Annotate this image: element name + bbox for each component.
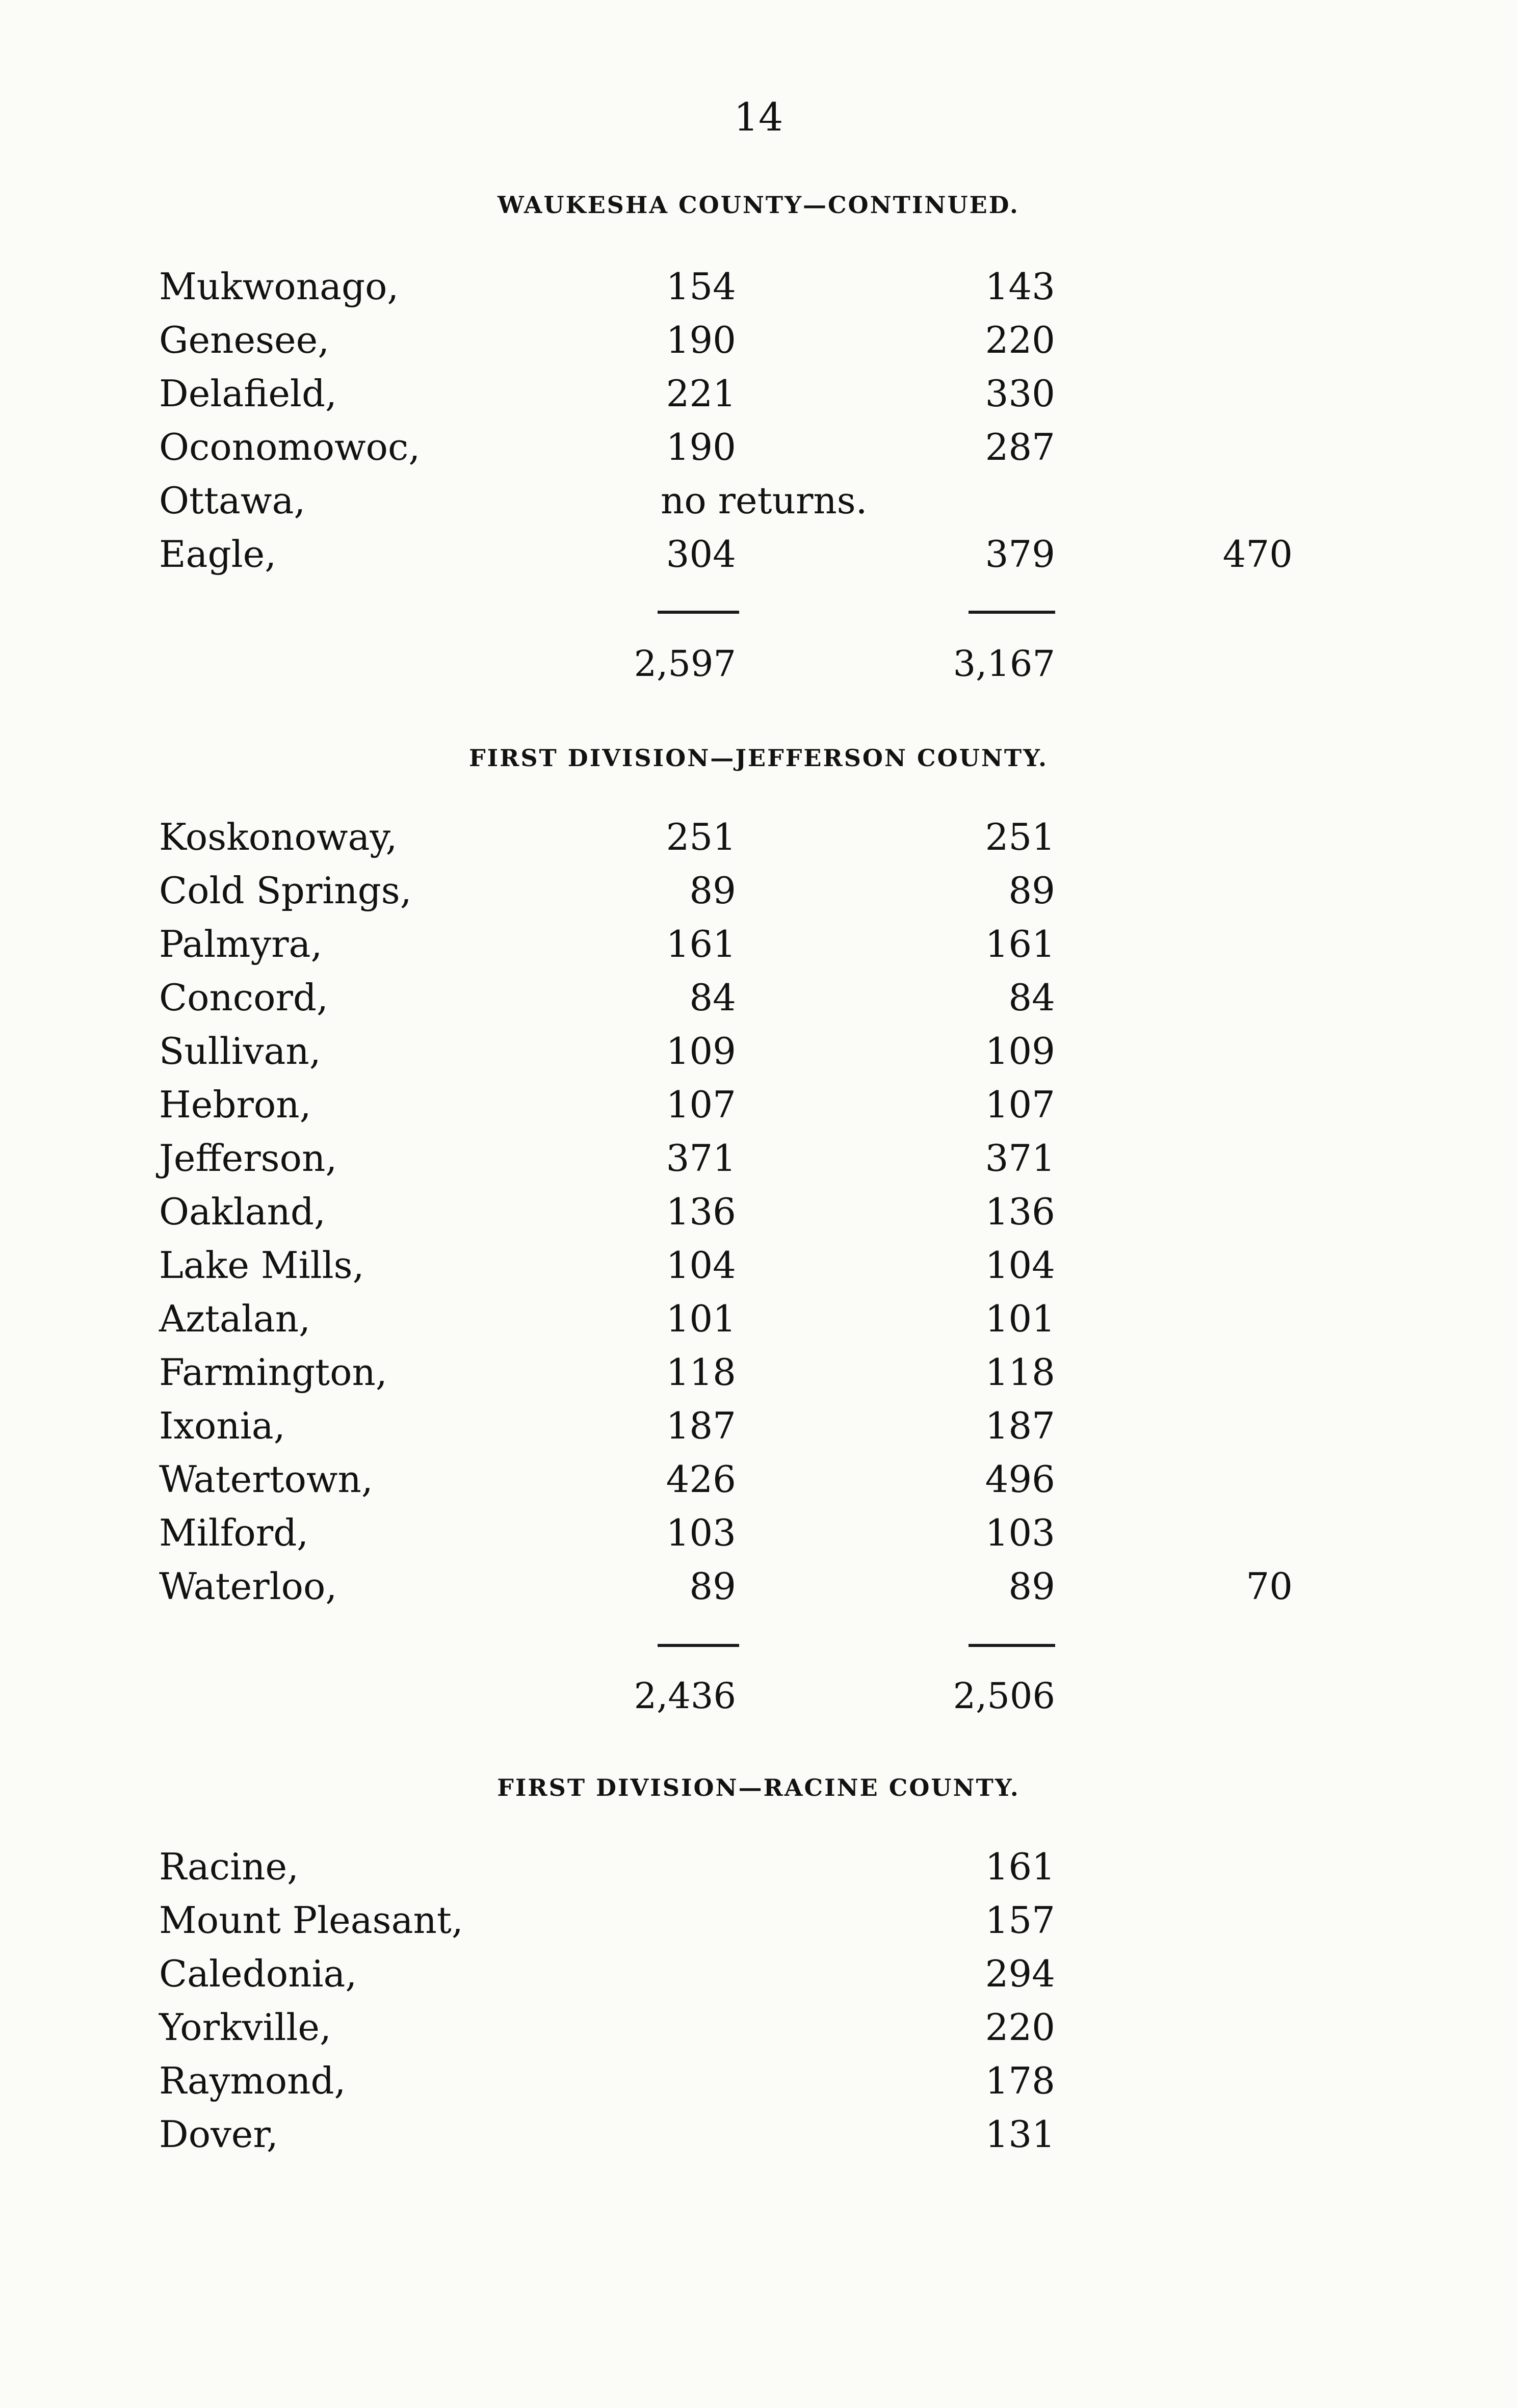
value-col2: 89	[1008, 1565, 1055, 1608]
table-row	[0, 1840, 1517, 1893]
town-name: Ottawa,	[159, 479, 306, 522]
value-col2: 161	[985, 1845, 1055, 1888]
value-col2: 379	[985, 533, 1055, 575]
value-col1: 107	[666, 1083, 736, 1126]
table-row	[0, 1078, 1517, 1131]
value-col1: 371	[666, 1137, 736, 1180]
town-name: Jefferson,	[159, 1137, 337, 1180]
town-name: Lake Mills,	[159, 1244, 364, 1287]
town-name: Racine,	[159, 1845, 299, 1888]
value-col1: 101	[666, 1297, 736, 1340]
town-name: Milford,	[159, 1511, 309, 1554]
value-col2: 287	[985, 426, 1055, 468]
value-col1: 154	[666, 265, 736, 308]
value-col2: 136	[985, 1190, 1055, 1233]
value-col1: 304	[666, 533, 736, 575]
town-name: Oakland,	[159, 1190, 326, 1233]
table-row	[0, 1185, 1517, 1238]
page-number: 14	[734, 94, 783, 140]
table-row	[0, 918, 1517, 971]
value-col2: 294	[985, 1952, 1055, 1995]
town-name: Waterloo,	[159, 1565, 337, 1608]
no-returns-note: no returns.	[661, 479, 868, 522]
value-col3: 70	[1246, 1565, 1293, 1608]
value-col1: 251	[666, 816, 736, 858]
town-name: Sullivan,	[159, 1030, 321, 1072]
value-col1: 190	[666, 426, 736, 468]
value-col1: 89	[689, 1565, 736, 1608]
sum-rule	[969, 611, 1055, 614]
table-row	[0, 1025, 1517, 1078]
table-row	[0, 474, 1517, 527]
value-col1: 109	[666, 1030, 736, 1072]
table-row	[0, 1346, 1517, 1399]
town-name: Concord,	[159, 976, 328, 1019]
town-name: Mount Pleasant,	[159, 1899, 463, 1942]
total-col1: 2,597	[634, 643, 736, 685]
town-name: Palmyra,	[159, 923, 323, 965]
section-heading-jefferson: FIRST DIVISION—JEFFERSON COUNTY.	[468, 744, 1049, 772]
value-col1: 84	[689, 976, 736, 1019]
value-col2: 187	[985, 1404, 1055, 1447]
table-row	[0, 1132, 1517, 1185]
value-col1: 426	[666, 1458, 736, 1501]
value-col2: 251	[985, 816, 1055, 858]
table-row	[0, 313, 1517, 367]
value-col2: 220	[985, 2006, 1055, 2049]
town-name: Eagle,	[159, 533, 277, 575]
table-row	[0, 1947, 1517, 2000]
value-col2: 143	[985, 265, 1055, 308]
town-name: Aztalan,	[159, 1297, 310, 1340]
value-col3: 470	[1222, 533, 1293, 575]
value-col2: 131	[985, 2113, 1055, 2156]
town-name: Caledonia,	[159, 1952, 357, 1995]
value-col1: 118	[666, 1351, 736, 1394]
table-row	[0, 2108, 1517, 2161]
town-name: Delafield,	[159, 372, 337, 415]
town-name: Oconomowoc,	[159, 426, 421, 468]
value-col2: 101	[985, 1297, 1055, 1340]
table-row	[0, 2001, 1517, 2054]
town-name: Raymond,	[159, 2059, 346, 2102]
total-row	[0, 1669, 1517, 1722]
town-name: Ixonia,	[159, 1404, 285, 1447]
table-row	[0, 2054, 1517, 2107]
value-col1: 161	[666, 923, 736, 965]
value-col2: 157	[985, 1899, 1055, 1942]
value-col2: 161	[985, 923, 1055, 965]
town-name: Hebron,	[159, 1083, 311, 1126]
table-row	[0, 1453, 1517, 1506]
value-col1: 89	[689, 869, 736, 912]
section-heading-racine: FIRST DIVISION—RACINE COUNTY.	[497, 1774, 1020, 1801]
town-name: Koskonoway,	[159, 816, 398, 858]
value-col2: 109	[985, 1030, 1055, 1072]
town-name: Mukwonago,	[159, 265, 399, 308]
town-name: Cold Springs,	[159, 869, 412, 912]
value-col1: 136	[666, 1190, 736, 1233]
town-name: Genesee,	[159, 319, 330, 361]
value-col2: 220	[985, 319, 1055, 361]
table-row	[0, 1292, 1517, 1345]
value-col2: 330	[985, 372, 1055, 415]
sum-rule	[658, 1644, 739, 1647]
town-name: Dover,	[159, 2113, 278, 2156]
table-row	[0, 260, 1517, 313]
table-row	[0, 421, 1517, 474]
value-col2: 89	[1008, 869, 1055, 912]
table-row	[0, 810, 1517, 863]
table-row	[0, 1506, 1517, 1559]
value-col2: 104	[985, 1244, 1055, 1287]
value-col2: 371	[985, 1137, 1055, 1180]
table-row	[0, 528, 1517, 581]
value-col1: 190	[666, 319, 736, 361]
table-row	[0, 1560, 1517, 1613]
town-name: Farmington,	[159, 1351, 387, 1394]
value-col2: 496	[985, 1458, 1055, 1501]
value-col2: 118	[985, 1351, 1055, 1394]
town-name: Yorkville,	[159, 2006, 331, 2049]
value-col1: 104	[666, 1244, 736, 1287]
section-heading-waukesha: WAUKESHA COUNTY—CONTINUED.	[498, 191, 1019, 219]
total-col2: 2,506	[953, 1675, 1055, 1717]
value-col2: 107	[985, 1083, 1055, 1126]
table-row	[0, 1399, 1517, 1452]
value-col2: 84	[1008, 976, 1055, 1019]
value-col2: 103	[985, 1511, 1055, 1554]
sum-rule	[658, 611, 739, 614]
value-col2: 178	[985, 2059, 1055, 2102]
value-col1: 187	[666, 1404, 736, 1447]
table-row	[0, 1239, 1517, 1292]
table-row	[0, 1894, 1517, 1947]
table-row	[0, 971, 1517, 1024]
table-row	[0, 367, 1517, 420]
value-col1: 103	[666, 1511, 736, 1554]
total-col2: 3,167	[953, 643, 1055, 685]
total-col1: 2,436	[634, 1675, 736, 1717]
sum-rule	[969, 1644, 1055, 1647]
value-col1: 221	[666, 372, 736, 415]
town-name: Watertown,	[159, 1458, 373, 1501]
total-row	[0, 637, 1517, 690]
table-row	[0, 864, 1517, 917]
